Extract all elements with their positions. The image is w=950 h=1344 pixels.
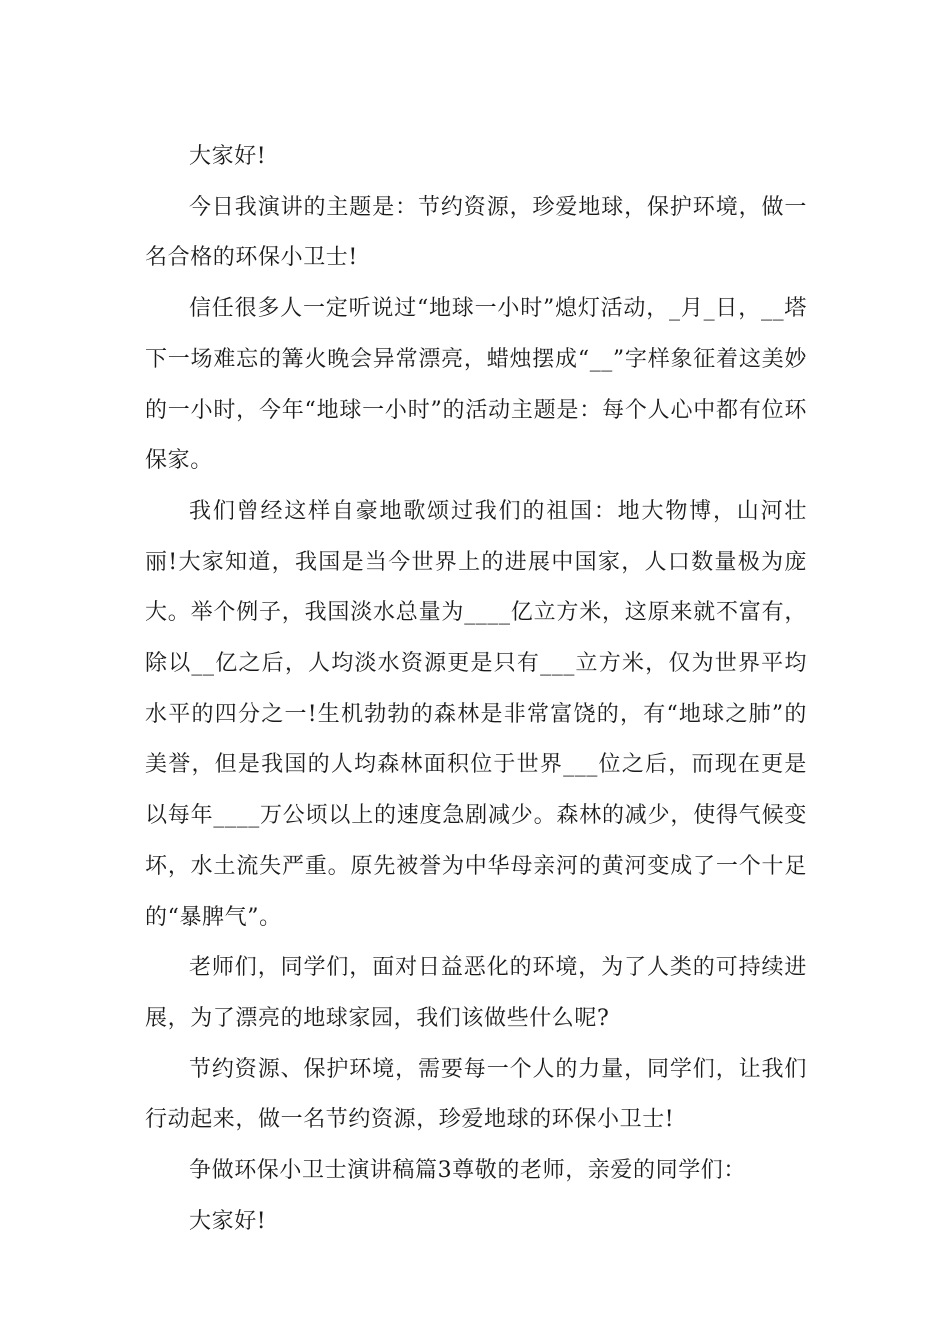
paragraph-speech-topic: 今日我演讲的主题是：节约资源，珍爱地球，保护环境，做一名合格的环保小卫士! bbox=[145, 194, 807, 271]
paragraph-greeting: 大家好! bbox=[189, 144, 267, 169]
document-body bbox=[145, 132, 807, 1247]
paragraph-resources: 我们曾经这样自豪地歌颂过我们的祖国：地大物博，山河壮丽!大家知道，我国是当今世界上的进展中国家，人口数量极为庞大。举个例子，我国淡水总量为____亿立方米，这原来就不富有，除以__亿之后，人均淡水资源更是只有___立方米，仅为世界平均水平的四分之一!生机勃勃的森林是非常富饶的，有“地球之肺”的美誉，但是我国的人均森林面积位于世界___位之后，而现在更是以每年____万公顷以上的速度急剧减少。森林的减少，使得气候变坏，水土流失严重。原先被誉为中华母亲河的黄河变成了一个十足的“暴脾气”。 bbox=[145, 498, 807, 930]
paragraph-question: 老师们，同学们，面对日益恶化的环境，为了人类的可持续进展，为了漂亮的地球家园，我们该做些什么呢? bbox=[145, 955, 807, 1031]
paragraph-call-to-action: 节约资源、保护环境，需要每一个人的力量，同学们，让我们行动起来，做一名节约资源，珍爱地球的环保小卫士! bbox=[145, 1056, 807, 1133]
paragraph-earth-hour: 信任很多人一定听说过“地球一小时”熄灯活动，_月_日，__塔下一场难忘的篝火晚会异常漂亮，蜡烛摆成“__”字样象征着这美妙的一小时，今年“地球一小时”的活动主题是：每个人心中都有位环保家。 bbox=[145, 296, 807, 474]
paragraph-greeting-2: 大家好! bbox=[189, 1208, 267, 1234]
paragraph-next-speech-heading: 争做环保小卫士演讲稿篇3尊敬的老师，亲爱的同学们： bbox=[189, 1158, 746, 1184]
